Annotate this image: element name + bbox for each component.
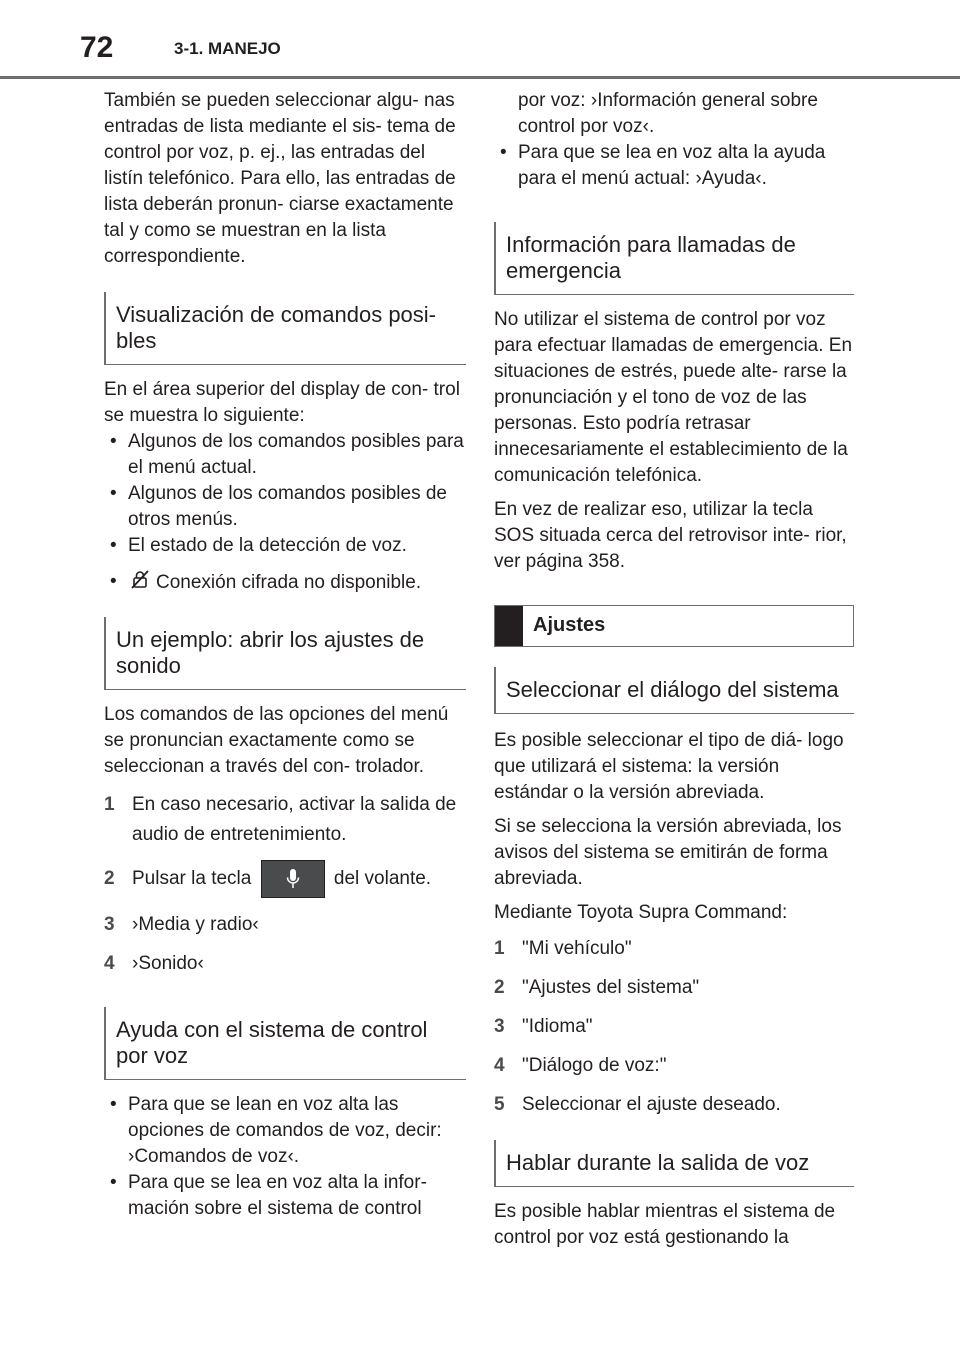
microphone-icon — [286, 868, 300, 890]
step-number: 3 — [104, 914, 115, 935]
list-item: • El estado de la detección de voz. — [104, 533, 466, 559]
help-list — [104, 1092, 466, 1222]
dialog-paragraph-3: Mediante Toyota Supra Command: — [494, 902, 788, 923]
step-text: "Idioma" — [522, 1016, 593, 1037]
step-text: ›Sonido‹ — [132, 953, 204, 974]
microphone-key — [261, 860, 325, 898]
list-item-encryption — [104, 569, 466, 597]
heading-talk: Hablar durante la salida de voz — [494, 1140, 854, 1187]
step-item — [104, 860, 466, 898]
dialog-paragraph-1: Es posible seleccionar el tipo de diá- logo que utilizará el sistema: la versión estándar o la versión abreviada. — [494, 730, 844, 803]
right-column — [494, 88, 854, 1259]
step-number: 3 — [494, 1016, 505, 1037]
left-column — [104, 88, 466, 1222]
step-item — [494, 975, 854, 1001]
step-text — [132, 860, 466, 898]
step-text: ›Media y radio‹ — [132, 914, 259, 935]
step-text: Seleccionar el ajuste deseado. — [522, 1094, 781, 1115]
crossed-lock-icon — [130, 569, 150, 597]
step-text-before: Pulsar la tecla — [132, 868, 252, 890]
section-header: 3-1. MANEJO — [174, 39, 281, 58]
list-item: • Algunos de los comandos posibles para el menú actual. — [104, 429, 466, 481]
commands-intro: En el área superior del display de con- trol se muestra lo siguiente: — [104, 379, 460, 426]
header-rule — [0, 76, 960, 79]
step-number: 1 — [104, 794, 115, 815]
dialog-paragraph-2: Si se selecciona la versión abreviada, los avisos del sistema se emitirán de forma abreviada. — [494, 816, 842, 889]
heading-settings — [494, 605, 854, 647]
step-item — [494, 1053, 854, 1079]
list-item: • Para que se lea en voz alta la ayuda para el menú actual: ›Ayuda‹. — [494, 140, 854, 192]
emergency-paragraph-2: En vez de realizar eso, utilizar la tecla SOS situada cerca del retrovisor inte- rior, ver página 358. — [494, 499, 847, 572]
step-item — [104, 790, 466, 850]
step-number: 1 — [494, 938, 505, 959]
step-number: 2 — [104, 868, 115, 889]
heading-emergency: Información para llamadas de emergencia — [494, 222, 854, 295]
step-number: 2 — [494, 977, 505, 998]
step-number: 4 — [494, 1055, 505, 1076]
step-text: "Ajustes del sistema" — [522, 977, 700, 998]
list-item: • Para que se lea en voz alta la infor- mación sobre el sistema de control — [104, 1170, 466, 1222]
page-number: 72 — [80, 31, 114, 64]
heading-block — [495, 606, 523, 646]
emergency-paragraph-1: No utilizar el sistema de control por voz para efectuar llamadas de emergencia. En situaciones de estrés, puede alte- rarse la pronunciación y el tono de voz de las personas. Esto podría retrasar innecesariamente el establecimiento de la comunicación telefónica. — [494, 309, 853, 486]
encryption-note: Conexión cifrada no disponible. — [156, 572, 422, 594]
list-item: • Algunos de los comandos posibles de otros menús. — [104, 481, 466, 533]
intro-paragraph: También se pueden seleccionar algu- nas entradas de lista mediante el sis- tema de control por voz, p. ej., las entradas del listín telefónico. Para ello, las entradas de lista deberán pronun- ciarse exactamente tal y como se muestran en la lista correspondiente. — [104, 90, 456, 267]
list-item: • Para que se lean en voz alta las opciones de comandos de voz, decir: ›Comandos de voz‹. — [104, 1092, 466, 1170]
dialog-steps — [494, 936, 854, 1118]
heading-example: Un ejemplo: abrir los ajustes de sonido — [104, 617, 466, 690]
talk-paragraph-1: Es posible hablar mientras el sistema de control por voz está gestionando la — [494, 1201, 836, 1248]
step-text-after: del volante. — [333, 868, 432, 890]
step-text: "Mi vehículo" — [522, 938, 632, 959]
heading-settings-title: Ajustes — [533, 614, 606, 636]
heading-help: Ayuda con el sistema de control por voz — [104, 1007, 466, 1080]
step-number: 4 — [104, 953, 115, 974]
step-number: 5 — [494, 1094, 505, 1115]
help-continued: por voz: ›Información general sobre control por voz‹. — [518, 90, 818, 137]
step-item — [494, 1092, 854, 1118]
step-item — [494, 936, 854, 962]
help-list-continued — [494, 140, 854, 192]
example-intro: Los comandos de las opciones del menú se pronuncian exactamente como se seleccionan a través del con- trolador. — [104, 704, 449, 777]
step-text: En caso necesario, activar la salida de audio de entretenimiento. — [132, 794, 457, 845]
step-item — [104, 912, 466, 938]
commands-list — [104, 429, 466, 597]
step-item — [494, 1014, 854, 1040]
heading-dialog: Seleccionar el diálogo del sistema — [494, 667, 854, 714]
step-text: "Diálogo de voz:" — [522, 1055, 667, 1076]
heading-commands: Visualización de comandos posi- bles — [104, 292, 466, 365]
step-item — [104, 951, 466, 977]
example-steps — [104, 790, 466, 977]
